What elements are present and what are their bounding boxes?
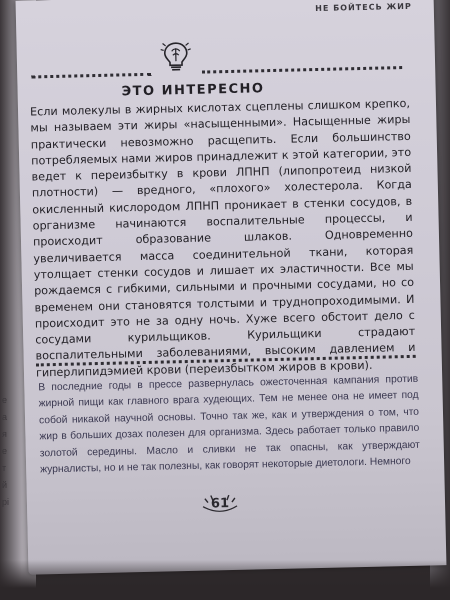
page-number: 61 (210, 496, 230, 512)
dotted-divider (31, 73, 151, 79)
lightbulb-icon (158, 39, 193, 74)
box-title: ЭТО ИНТЕРЕСНО (121, 81, 265, 100)
adjacent-page-fragment: а (2, 412, 8, 422)
adjacent-page-fragment: й (2, 480, 8, 490)
body-text: В последние годы в прессе развернулась ожесточенная кампания против жирной пищи как главного врага худеющих. Тем не менее она не имеет под собой никакой научной основы. Точно так же, как и утверждения о том, что жир в больших дозах полезен для организма. Здесь работает только правило золотой середины. Масло и сливки не так опасны, как утверждают журналисты, но и не так полезны, как говорят некоторые диетологи. Немного (38, 373, 420, 476)
page-number-block (175, 491, 265, 515)
adjacent-page-fragment: е (2, 446, 8, 456)
adjacent-page-fragment: рі (2, 497, 10, 507)
running-title: НЕ БОЙТЕСЬ ЖИР (315, 1, 412, 14)
adjacent-page-fragment: е (2, 395, 8, 405)
adjacent-page-fragment: я (2, 429, 7, 439)
dotted-divider (202, 66, 402, 74)
book-page (16, 0, 447, 575)
background-bottom (0, 560, 450, 600)
adjacent-page-fragment: т (2, 463, 7, 473)
box-text: Если молекулы в жирных кислотах сцеплены слишком крепко, мы называем эти жиры «насыщенными». Насыщенные жиры практически невозможно расщепить. Если большинство потребляемых нами жиров принадлежит к этой категории, это ведет к переизбытку в крови ЛПНП (липопротеид низкой плотности) — вредного, «плохого» холестерола. Когда окисленный кислородом ЛПНП проникает в стенки сосудов, в организме начинаются воспалительные процессы, и происходит образование шлаков. Одновременно увеличивается масса соединительной ткани, которая утолщает стенки сосудов и лишает их эластичности. Все мы рождаемся с гибкими, сильными и прочными сосудами, но со временем они становятся толстыми и труднопроходимыми. И происходит это не за одну ночь. Хуже всего обстоит дело с сосудами курильщиков. Курильщики страдают воспалительными заболеваниями, высоким давлением и гиперлипидэмией крови (переизбытком жиров в крови). (29, 96, 416, 380)
